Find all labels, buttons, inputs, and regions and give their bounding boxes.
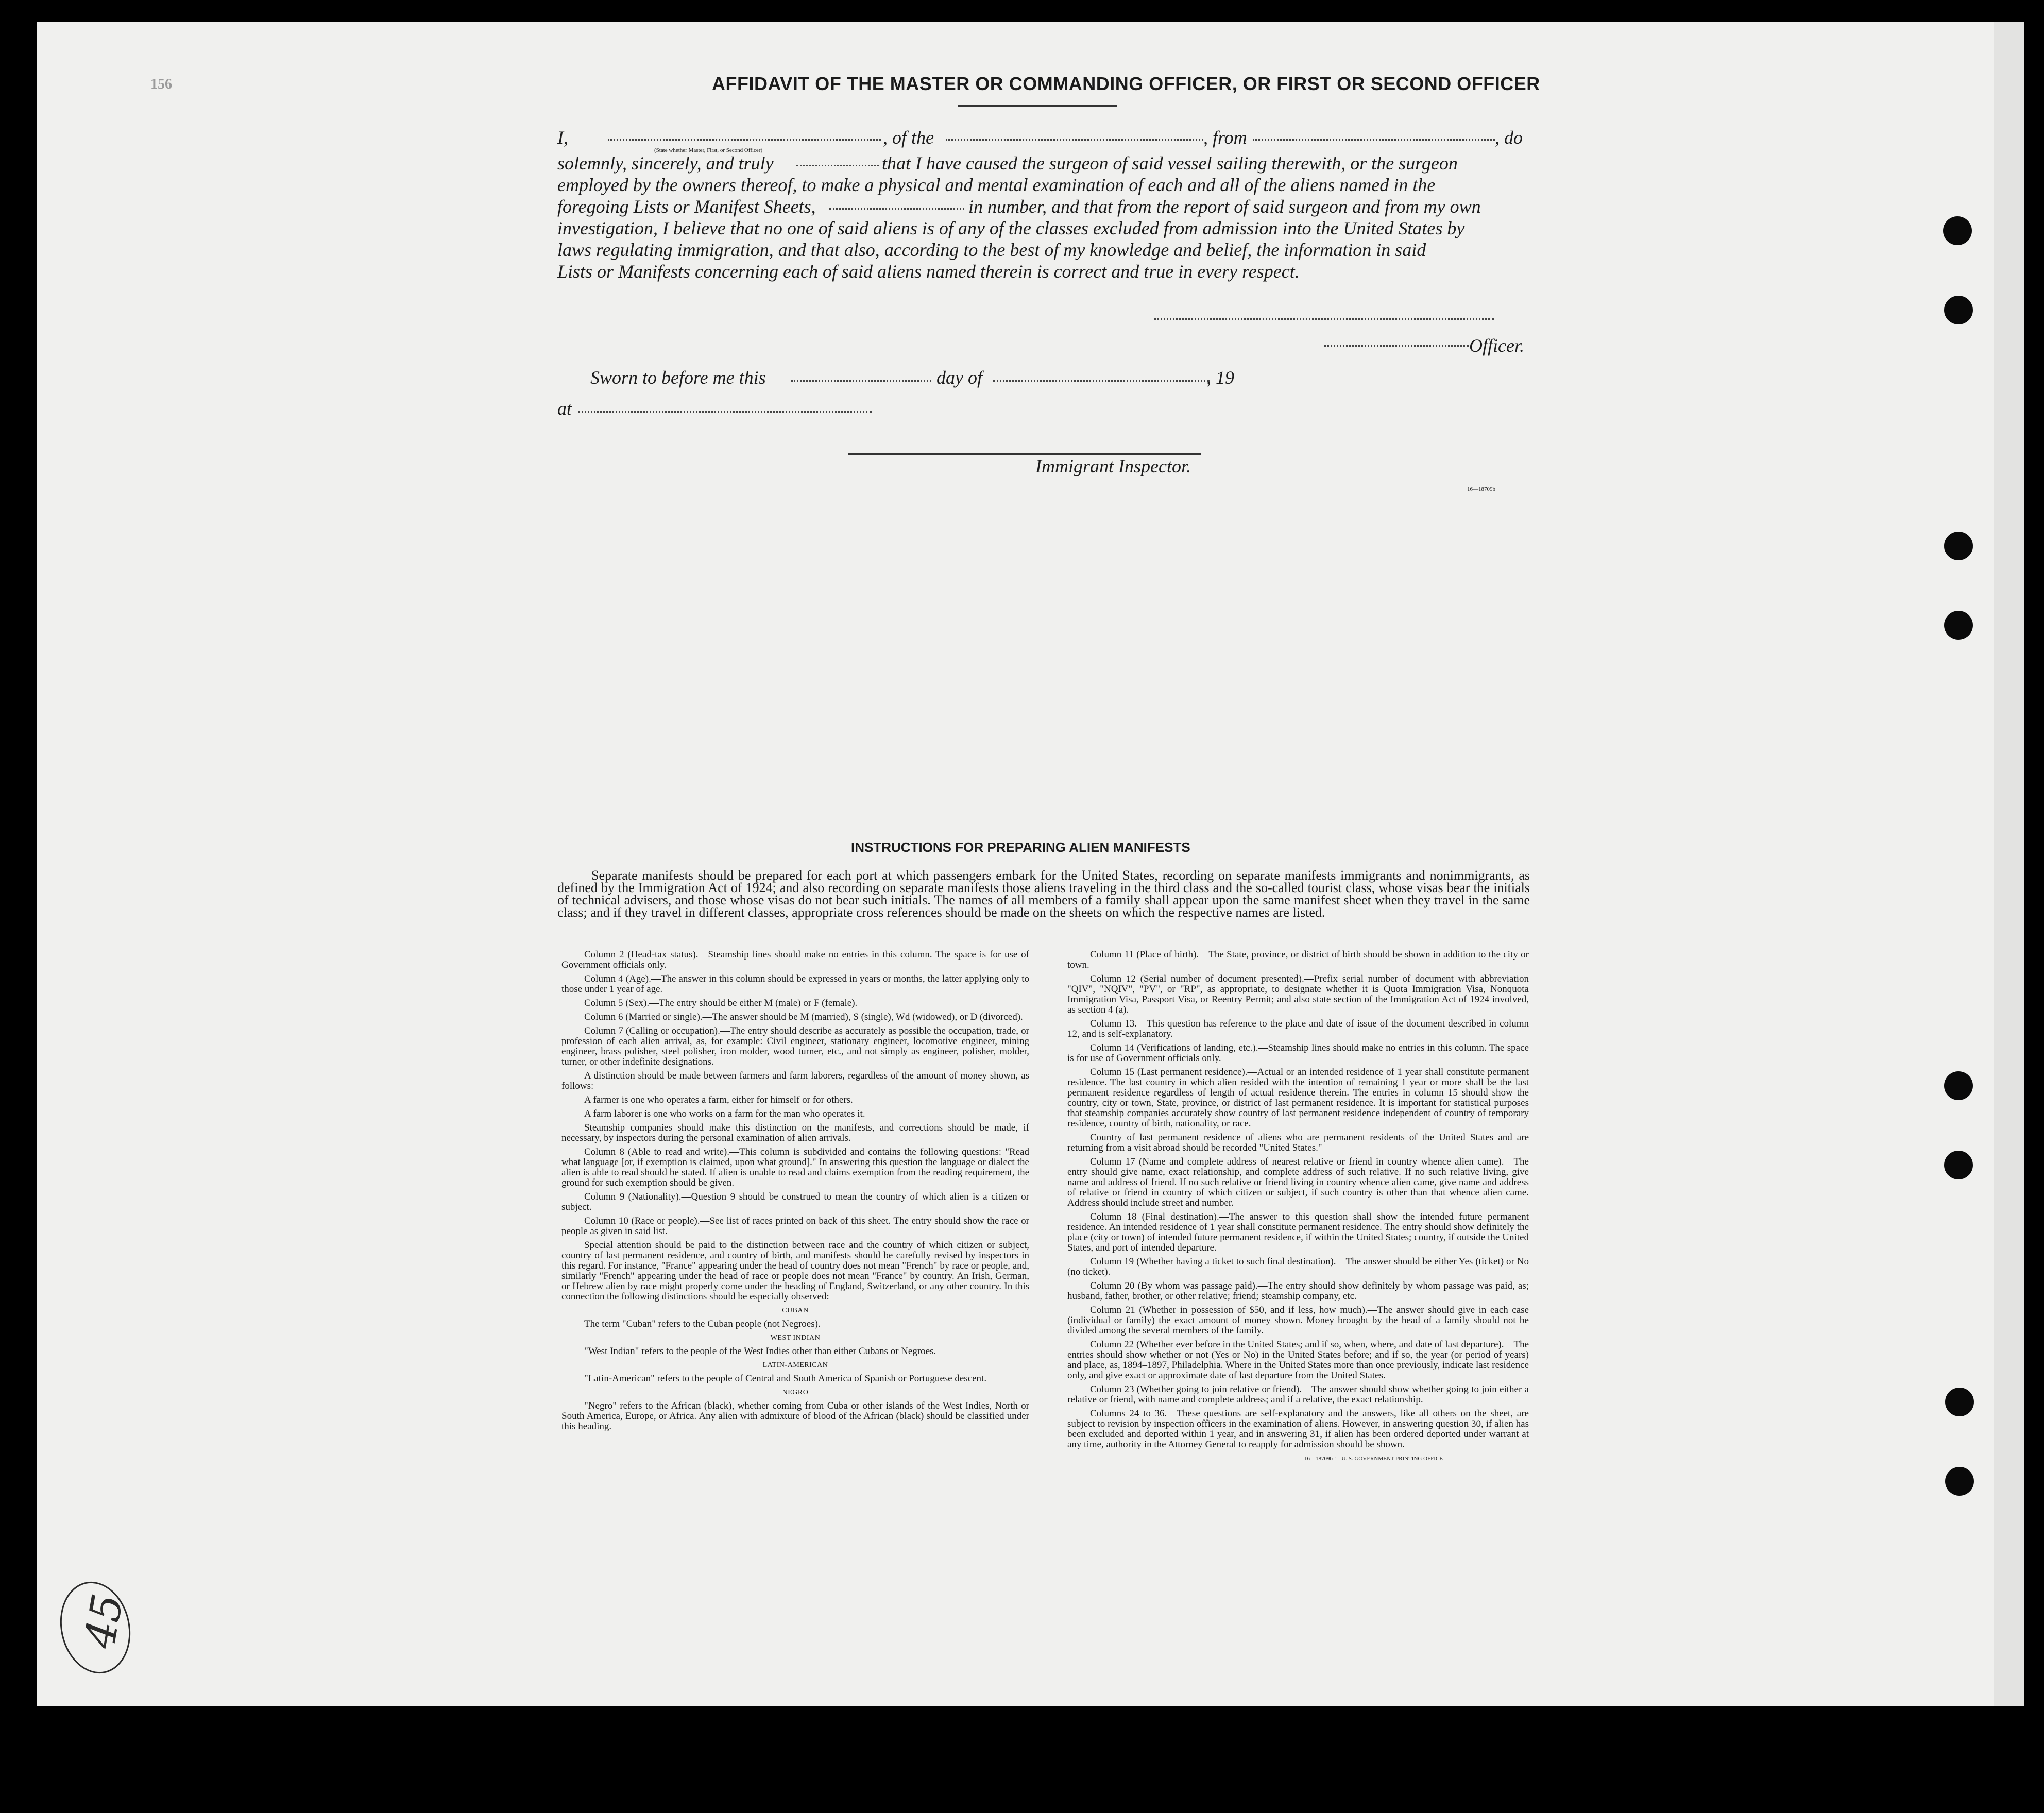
affidavit-text: that I have caused the surgeon of said vessel sailing therewith, or the surgeon [882, 153, 1458, 174]
binder-hole [1945, 1467, 1974, 1496]
sworn-day-field[interactable] [791, 380, 931, 382]
affidavit-text: I, [557, 127, 568, 148]
instruction-paragraph: "Latin-American" refers to the people of Central and South America of Spanish or Portuguese descent. [584, 1373, 987, 1384]
instruction-paragraph: Column 22 (Whether ever before in the United States; and if so, when, where, and date of last departure).—The entries should show whether or not (Yes or No) in the United States before; and if so, the year (or period of years) and place, as, 1894–1897, Philadelphia. Where in the United States more than once previously, indicate last residence only, and give exact or approximate date of last departure from the United States. [1067, 1339, 1529, 1381]
inspector-label: Immigrant Inspector. [1035, 456, 1191, 476]
instruction-paragraph: Column 11 (Place of birth).—The State, province, or district of birth should be shown in addition to the city or town. [1067, 949, 1529, 970]
binder-hole [1944, 532, 1973, 560]
instruction-paragraph: Column 10 (Race or people).—See list of races printed on back of this sheet. The entry should show the race or people as given in said list. [561, 1216, 1029, 1237]
instruction-paragraph: Column 13.—This question has reference to the place and date of issue of the document described in column 12, and is self-explanatory. [1067, 1018, 1529, 1039]
inspector-signature-line[interactable] [848, 453, 1201, 455]
sheet-edge [1994, 22, 2024, 1706]
instructions-title: INSTRUCTIONS FOR PREPARING ALIEN MANIFESTS [851, 840, 1190, 855]
instruction-paragraph: Columns 24 to 36.—These questions are self-explanatory and the answers, like all others on the sheet, are subject to revision by inspection officers in the examination of aliens. However, in answering question 30, if alien has been excluded and deported within 1 year, and in answering 31, if alien has been ordered deported under warrant at any time, authority in the Attorney General to reapply for admission should be shown. [1067, 1408, 1529, 1450]
footer-office: U. S. GOVERNMENT PRINTING OFFICE [1341, 1456, 1443, 1462]
instruction-paragraph: A farm laborer is one who works on a farm for the man who operates it. [584, 1108, 865, 1119]
rank-note: (State whether Master, First, or Second Officer) [654, 147, 763, 153]
instruction-paragraph: "Negro" refers to the African (black), whether coming from Cuba or other islands of the West Indies, North or South America, Europe, or Africa. Any alien with admixture of blood of the African (black) should be classified under this heading. [561, 1400, 1029, 1432]
affidavit-text: , from [1203, 127, 1247, 148]
affidavit-text: , do [1495, 127, 1523, 148]
instruction-paragraph: Column 17 (Name and complete address of nearest relative or friend in country whence alien came).—The entry should give name, exact relationship, and complete address of such relative. If no such relative living, give name and address of friend. If no such relative or friend living in country whence alien came, give name and address of relative or friend in country of which citizen or subject, if such country is other than that whence alien came. Address should include street and number. [1067, 1156, 1529, 1208]
instruction-paragraph: A farmer is one who operates a farm, either for himself or for others. [584, 1094, 853, 1105]
instruction-paragraph: Column 9 (Nationality).—Question 9 should be construed to mean the country of which alien is a citizen or subject. [561, 1191, 1029, 1212]
print-footer [1304, 1453, 1529, 1464]
instruction-paragraph: Column 14 (Verifications of landing, etc.).—Steamship lines should make no entries in this column. The space is for use of Government officials only. [1067, 1042, 1529, 1064]
affidavit-text: foregoing Lists or Manifest Sheets, [557, 196, 816, 217]
instruction-paragraph: Column 21 (Whether in possession of $50, and if less, how much).—The answer should give in each case (individual or family) the exact amount of money shown. Money brought by the head of a family should not be divided among the several members of the family. [1067, 1305, 1529, 1336]
affidavit-text: investigation, I believe that no one of said aliens is of any of the classes excluded from admission into the United States by [557, 218, 1465, 238]
affidavit-text: solemnly, sincerely, and truly [557, 153, 774, 174]
instruction-paragraph: Column 5 (Sex).—The entry should be either M (male) or F (female). [584, 998, 858, 1008]
instruction-paragraph: Special attention should be paid to the distinction between race and the country of which citizen or subject, country of last permanent residence, and country of birth, and manifests should be carefully revised by inspectors in this regard. For instance, "France" appearing under the head of country does not mean "French" by race or people, and, similarly "French" appearing under the head of race or people does not mean "France" by country. An Irish, German, or Hebrew alien by race might properly come under the heading of England, Switzerland, or any other country. In this connection the following distinctions should be especially observed: [561, 1240, 1029, 1302]
instruction-paragraph: Steamship companies should make this distinction on the manifests, and corrections should be made, if necessary, by inspectors during the personal examination of alien arrivals. [561, 1122, 1029, 1143]
instruction-paragraph: Column 19 (Whether having a ticket to such final destination).—The answer should be either Yes (ticket) or No (no ticket). [1067, 1256, 1529, 1277]
place-field[interactable] [578, 411, 872, 413]
instruction-paragraph: Column 8 (Able to read and write).—This column is subdivided and contains the following questions: "Read what language [or, if exemption is claimed, upon what ground]." In answering this question the language or dialect the alien is able to read should be stated. If alien is unable to read and claims exemption from the reading requirement, the ground for such exemption should be given. [561, 1147, 1029, 1188]
affidavit-text: Lists or Manifests concerning each of said aliens named therein is correct and true in every respect. [557, 261, 1300, 282]
vessel-field[interactable] [946, 139, 1203, 141]
binder-hole [1943, 216, 1972, 245]
sworn-year: , 19 [1206, 367, 1234, 388]
from-port-field[interactable] [1253, 139, 1495, 141]
section-heading: WEST INDIAN [770, 1334, 821, 1342]
section-heading: LATIN-AMERICAN [762, 1361, 828, 1369]
instruction-paragraph: Column 12 (Serial number of document presented).—Prefix serial number of document with abbreviation "QIV", "NQIV", "PV", or "RP", as appropriate, to designate whether it is Quota Immigration Visa, Nonquota Immigration Visa, Passport Visa, or Reentry Permit; and also state section of the Immigration Act of 1924 involved, as section 4 (a). [1067, 973, 1529, 1015]
binder-hole [1945, 1388, 1974, 1416]
affidavit-text: in number, and that from the report of said surgeon and from my own [968, 196, 1481, 217]
instruction-paragraph: Column 15 (Last permanent residence).—Actual or an intended residence of 1 year shall constitute permanent residence. The last country in which alien resided with the intention of remaining 1 year or more shall be the last permanent residence regardless of length of actual residence therein. The entries in column 15 should show the country, city or town, State, province, or district of last permanent residence. It is important for statistical purposes that steamship companies accurately show country of last permanent residence independent of country of temporary residence, country of birth, nationality, or race. [1067, 1067, 1529, 1129]
instructions-left-column [561, 950, 1029, 1435]
sheets-count-field[interactable] [829, 208, 964, 210]
binder-hole [1944, 611, 1973, 640]
oath-field[interactable] [796, 165, 879, 166]
handwritten-number: 45 [75, 1590, 133, 1652]
instruction-paragraph: Column 20 (By whom was passage paid).—The entry should show definitely by whom passage was paid, as; husband, father, brother, or other relative; friend; steamship company, etc. [1067, 1280, 1529, 1302]
instructions-intro: Separate manifests should be prepared for each port at which passengers embark for the United States, recording on separate manifests immigrants and nonimmigrants, as defined by the Immigration Act of 1924; and also recording on separate manifests those aliens traveling in the third class and the so-called tourist class, whose visas bear the initials of technical advisers, and those whose visas do not bear such initials. The names of all members of a family shall appear upon the same manifest sheet when they travel in the same class; and if they travel in different classes, appropriate cross references should be made on the sheets on which the respective names are listed. [557, 868, 1530, 920]
affidavit-text: employed by the owners thereof, to make a physical and mental examination of each and all of the aliens named in the [557, 175, 1436, 195]
corner-number: 156 [150, 76, 172, 92]
sworn-text: day of [936, 367, 982, 388]
instructions-right-column [1067, 950, 1529, 1464]
binder-hole [1944, 1071, 1973, 1100]
instruction-paragraph: "West Indian" refers to the people of the West Indies other than either Cubans or Negroes. [584, 1346, 936, 1357]
signature-line[interactable] [1154, 318, 1494, 320]
officer-label: Officer. [1469, 335, 1524, 356]
affidavit-text: , of the [883, 127, 934, 148]
instruction-paragraph: Column 7 (Calling or occupation).—The entry should describe as accurately as possible the occupation, trade, or profession of each alien arrival, as, for example: Civil engineer, stationary engineer, locomotive engineer, mining engineer, brass polisher, steel polisher, iron molder, wood turner, etc., and not simply as engineer, polisher, molder, turner, or other indefinite designations. [561, 1025, 1029, 1067]
instruction-paragraph: Column 4 (Age).—The answer in this column should be expressed in years or months, the latter applying only to those under 1 year of age. [561, 973, 1029, 995]
at-label: at [557, 398, 572, 419]
affidavit-title: AFFIDAVIT OF THE MASTER OR COMMANDING OFFICER, OR FIRST OR SECOND OFFICER [712, 73, 1540, 94]
section-heading: NEGRO [782, 1389, 809, 1396]
sworn-text: Sworn to before me this [590, 367, 766, 388]
binder-hole [1944, 1151, 1973, 1179]
officer-rank-field[interactable] [608, 139, 881, 141]
sworn-month-field[interactable] [993, 380, 1210, 382]
title-rule [958, 105, 1117, 107]
instruction-paragraph: Country of last permanent residence of aliens who are permanent residents of the United States and are returning from a visit abroad should be recorded "United States." [1067, 1132, 1529, 1153]
footer-code: 16—18709b-1 [1304, 1456, 1338, 1462]
section-heading: CUBAN [782, 1307, 809, 1314]
affidavit-text: laws regulating immigration, and that also, according to the best of my knowledge and belief, the information in said [557, 240, 1426, 260]
instruction-paragraph: Column 2 (Head-tax status).—Steamship lines should make no entries in this column. The space is for use of Government officials only. [561, 949, 1029, 970]
form-code: 16—18709b [1467, 486, 1495, 492]
instruction-paragraph: Column 6 (Married or single).—The answer should be M (married), S (single), Wd (widowed), or D (divorced). [584, 1012, 1023, 1022]
instruction-paragraph: Column 23 (Whether going to join relative or friend).—The answer should show whether going to join either a relative or friend, with name and complete address; and if a relative, the exact relationship. [1067, 1384, 1529, 1405]
binder-hole [1944, 296, 1973, 324]
instruction-paragraph: The term "Cuban" refers to the Cuban people (not Negroes). [584, 1319, 821, 1329]
instruction-paragraph: Column 18 (Final destination).—The answer to this question shall show the intended future permanent residence. An intended residence of 1 year shall constitute permanent residence. The entry should show definitely the place (city or town) of intended future permanent residence, if within the United States; country, if outside the United States, and port of intended departure. [1067, 1211, 1529, 1253]
instruction-paragraph: A distinction should be made between farmers and farm laborers, regardless of the amount of money shown, as follows: [561, 1070, 1029, 1091]
officer-signature-line[interactable] [1324, 345, 1469, 347]
